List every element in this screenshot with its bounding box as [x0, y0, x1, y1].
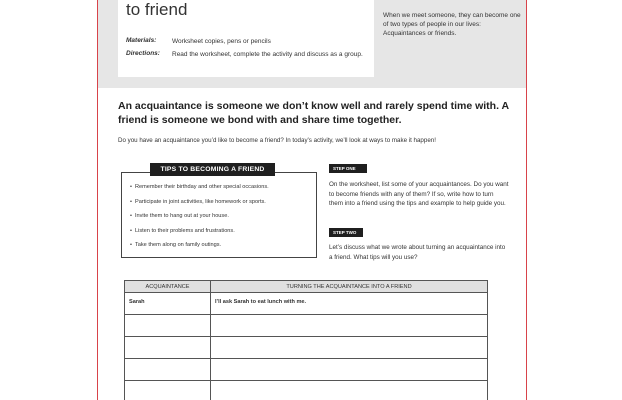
- tips-list: [130, 183, 269, 256]
- tips-header: TIPS TO BECOMING A FRIEND: [150, 163, 275, 176]
- table-row: [125, 359, 488, 381]
- table-header-row: [125, 281, 488, 293]
- materials-text: Worksheet copies, pens or pencils: [172, 38, 271, 45]
- plan-cell[interactable]: I’ll ask Sarah to eat lunch with me.: [211, 293, 488, 315]
- acquaintance-cell[interactable]: [125, 337, 211, 359]
- directions-text: Read the worksheet, complete the activity and discuss as a group.: [172, 51, 363, 58]
- page-title: to friend: [126, 0, 188, 19]
- header-turning: TURNING THE ACQUAINTANCE INTO A FRIEND: [211, 281, 488, 293]
- acquaintance-cell[interactable]: Sarah: [125, 293, 211, 315]
- tip-item: • Invite them to hang out at your house.: [130, 212, 269, 227]
- materials-label: Materials:: [126, 37, 157, 44]
- tip-item: • Remember their birthday and other special occasions.: [130, 183, 269, 198]
- table-row: [125, 337, 488, 359]
- intro-text: When we meet someone, they can become one of two types of people in our lives: Acquaintances or friends.: [383, 12, 521, 37]
- table-row: [125, 381, 488, 400]
- plan-cell[interactable]: [211, 337, 488, 359]
- activity-table: [124, 280, 488, 400]
- step-one-text: On the worksheet, list some of your acquaintances. Do you want to become friends with any of them? If so, write how to turn them into a friend using the tips and example to help guide you.: [329, 181, 509, 207]
- question-text: Do you have an acquaintance you’d like to become a friend? In today’s activity, we’ll look at ways to make it happen!: [118, 137, 436, 144]
- header-acquaintance: ACQUAINTANCE: [125, 281, 211, 293]
- tip-item: • Participate in joint activities, like homework or sports.: [130, 198, 269, 213]
- acquaintance-cell[interactable]: [125, 359, 211, 381]
- table-row: [125, 315, 488, 337]
- plan-cell[interactable]: [211, 381, 488, 400]
- step-two-text: Let’s discuss what we wrote about turning an acquaintance into a friend. What tips will you use?: [329, 244, 506, 261]
- plan-cell[interactable]: [211, 359, 488, 381]
- step-one-tag: STEP ONE: [329, 164, 367, 173]
- tip-item: • Take them along on family outings.: [130, 241, 269, 256]
- table-row: [125, 293, 488, 315]
- acquaintance-cell[interactable]: [125, 381, 211, 400]
- step-two-tag: STEP TWO: [329, 228, 363, 237]
- headline: An acquaintance is someone we don’t know well and rarely spend time with. A friend is someone we bond with and share time together.: [118, 100, 509, 126]
- directions-label: Directions:: [126, 50, 160, 57]
- plan-cell[interactable]: [211, 315, 488, 337]
- acquaintance-cell[interactable]: [125, 315, 211, 337]
- tip-item: • Listen to their problems and frustrations.: [130, 227, 269, 242]
